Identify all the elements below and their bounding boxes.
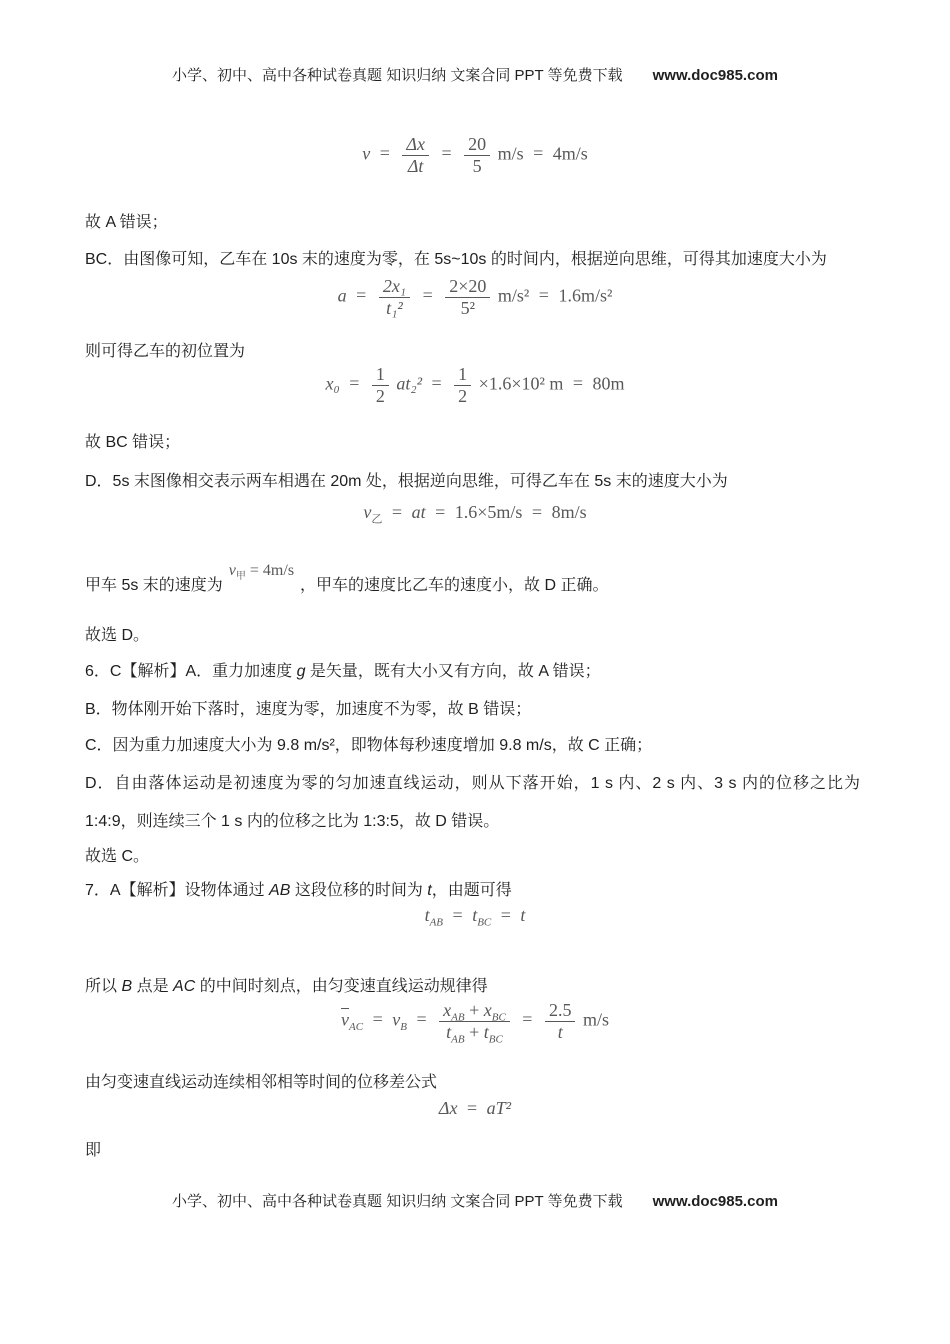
equals-sign: =: [391, 502, 403, 522]
header-site-url: www.doc985.com: [652, 67, 778, 84]
math-subscript: BC: [488, 1033, 503, 1046]
equals-sign: =: [533, 143, 544, 164]
text-segment: 6．C【解析】A．重力加速度: [85, 663, 297, 680]
math-result: 1.6m/s²: [558, 285, 613, 306]
text-segment: 所以: [85, 978, 122, 995]
math-unit: m/s: [497, 143, 524, 164]
numerator: 2x₁: [379, 276, 410, 298]
fraction: [372, 364, 389, 406]
text-segment: 点是: [132, 978, 174, 995]
math-subscript: AB: [451, 1011, 465, 1024]
para-q6-option-c: C．因为重力加速度大小为 9.8 m/s²，即物体每秒速度增加 9.8 m/s，故 C 正确；: [85, 737, 653, 754]
equals-sign: =: [538, 285, 549, 306]
numerator: 1: [372, 364, 389, 386]
numerator: [439, 1000, 510, 1022]
numerator: Δx: [402, 134, 429, 156]
math-result: 80m: [592, 373, 625, 394]
math-var: t: [472, 905, 478, 925]
para-initial-position-intro: 则可得乙车的初位置为: [85, 343, 246, 360]
fraction: [545, 1000, 576, 1042]
math-subscript: B: [400, 1020, 407, 1033]
header-promo-text: 小学、初中、高中各种试卷真题 知识归纳 文案合同 PPT 等免费下载: [172, 67, 623, 84]
math-subscript: BC: [491, 1011, 506, 1024]
denominator: 2: [458, 385, 468, 406]
para-namely: 即: [85, 1142, 102, 1159]
math-var: AB: [269, 882, 291, 899]
math-var-overline: $\overline{v}$: [341, 1009, 350, 1030]
math-subscript: AB: [429, 916, 444, 929]
equals-sign: =: [441, 143, 452, 164]
math-var: v: [362, 143, 371, 164]
numerator: 20: [464, 134, 490, 156]
para-q6-option-d: D．自由落体运动是初速度为零的匀加速直线运动，则从下落开始，1 s 内、2 s 内、3 s 内的位移之比为 1:4:9，则连续三个 1 s 内的位移之比为 1:3:5，故 D 错误。: [85, 775, 860, 830]
fraction: [402, 134, 429, 176]
math-var: g: [296, 663, 306, 680]
denominator: 2: [375, 385, 385, 406]
para-conclusion-a: 故 A 错误；: [85, 214, 168, 231]
text-segment: ，甲车的速度比乙车的速度小，故 D 正确。: [300, 577, 609, 594]
page-header: [0, 64, 950, 85]
math-subscript: 乙: [371, 513, 383, 526]
fraction: [445, 276, 490, 318]
text-segment: 是矢量，既有大小又有方向，故 A 错误；: [305, 663, 601, 680]
equals-sign: =: [466, 1098, 478, 1118]
text-segment: 这段位移的时间为: [290, 882, 428, 899]
denominator: 5²: [460, 297, 475, 318]
equals-sign: =: [356, 285, 367, 306]
math-result: 8m/s: [551, 502, 587, 522]
fraction: [454, 364, 471, 406]
math-var: x₀: [325, 373, 340, 394]
para-displacement-difference-intro: 由匀变速直线运动连续相邻相等时间的位移差公式: [85, 1074, 438, 1091]
math-var: x: [483, 1000, 492, 1020]
para-q6-option-a: [85, 653, 860, 691]
equals-sign: =: [422, 285, 433, 306]
equals-sign: =: [431, 373, 442, 394]
formula-equal-times: [0, 905, 950, 927]
equals-sign: =: [416, 1009, 427, 1030]
denominator: t: [557, 1021, 563, 1042]
para-q6-option-b: B．物体刚开始下落时，速度为零，加速度不为零，故 B 错误；: [85, 701, 532, 718]
math-var: t: [424, 905, 430, 925]
numerator: 1: [454, 364, 471, 386]
denominator: t₁²: [386, 297, 403, 318]
para-answer-d: 故选 D。: [85, 627, 150, 644]
text-segment: 7．A【解析】设物体通过: [85, 882, 270, 899]
math-subscript: AC: [349, 1020, 364, 1033]
page-footer: [0, 1190, 950, 1211]
para-option-bc: BC．由图像可知，乙车在 10s 末的速度为零，在 5s~10s 的时间内，根据逆向思维，可得其加速度大小为: [85, 251, 827, 268]
numerator: 2×20: [445, 276, 490, 298]
math-subscript: BC: [477, 916, 492, 929]
formula-acceleration: [0, 276, 950, 318]
fraction: [379, 276, 410, 318]
footer-site-url: www.doc985.com: [652, 1193, 778, 1210]
math-term: ×1.6×10² m: [478, 373, 564, 394]
equals-sign: =: [452, 905, 463, 925]
equals-sign: =: [531, 502, 543, 522]
equals-sign: =: [379, 143, 390, 164]
para-car-a-speed: [85, 552, 860, 605]
equals-sign: =: [435, 502, 446, 522]
math-var: AC: [173, 978, 196, 995]
math-term: 1.6×5m/s: [454, 502, 523, 522]
denominator: [439, 1021, 510, 1046]
footer-promo-text: 小学、初中、高中各种试卷真题 知识归纳 文案合同 PPT 等免费下载: [172, 1193, 623, 1210]
para-option-d: D．5s 末图像相交表示两车相遇在 20m 处，根据逆向思维，可得乙车在 5s 末的速度大小为: [85, 473, 728, 490]
formula-mean-velocity: [0, 1000, 950, 1046]
para-answer-c: 故选 C。: [85, 848, 150, 865]
math-term: = 4m/s: [249, 562, 295, 579]
equals-sign: =: [572, 373, 584, 394]
math-var: x: [443, 1000, 452, 1020]
equals-sign: =: [372, 1009, 383, 1030]
math-unit: m/s: [582, 1009, 609, 1030]
math-var: B: [121, 978, 133, 995]
text-segment: 的中间时刻点，由匀变速直线运动规律得: [195, 978, 488, 995]
math-var: t: [427, 882, 432, 899]
denominator: Δt: [407, 155, 424, 176]
formula-velocity-car-b: [0, 502, 950, 524]
text-segment: 甲车 5s 末的速度为: [85, 577, 223, 594]
para-conclusion-bc: 故 BC 错误；: [85, 434, 181, 451]
math-subscript: AB: [451, 1033, 465, 1046]
denominator: 5: [472, 155, 482, 176]
formula-displacement-difference: [0, 1098, 950, 1120]
math-result: 4m/s: [552, 143, 588, 164]
math-term: at: [411, 502, 426, 522]
fraction: [464, 134, 490, 176]
math-var: v: [363, 502, 372, 522]
math-var: t: [520, 905, 526, 925]
equals-sign: =: [349, 373, 360, 394]
math-var: v: [392, 1009, 401, 1030]
math-subscript: 甲: [235, 571, 246, 583]
numerator: 2.5: [545, 1000, 576, 1022]
equals-sign: =: [522, 1009, 533, 1030]
math-var: t: [446, 1021, 452, 1042]
formula-velocity-car-a: [228, 562, 295, 583]
plus-sign: +: [469, 1021, 480, 1042]
math-unit: m/s²: [497, 285, 530, 306]
math-term: aT²: [486, 1098, 512, 1118]
math-var: t: [483, 1021, 489, 1042]
equals-sign: =: [500, 905, 511, 925]
math-var: v: [228, 562, 236, 579]
math-var: Δx: [438, 1098, 458, 1118]
formula-initial-position: [0, 364, 950, 406]
math-var: a: [337, 285, 347, 306]
formula-average-velocity: [0, 134, 950, 176]
fraction: [439, 1000, 510, 1046]
math-term: at₂²: [396, 373, 423, 394]
text-segment: ，由题可得: [431, 882, 512, 899]
plus-sign: +: [469, 1000, 480, 1020]
